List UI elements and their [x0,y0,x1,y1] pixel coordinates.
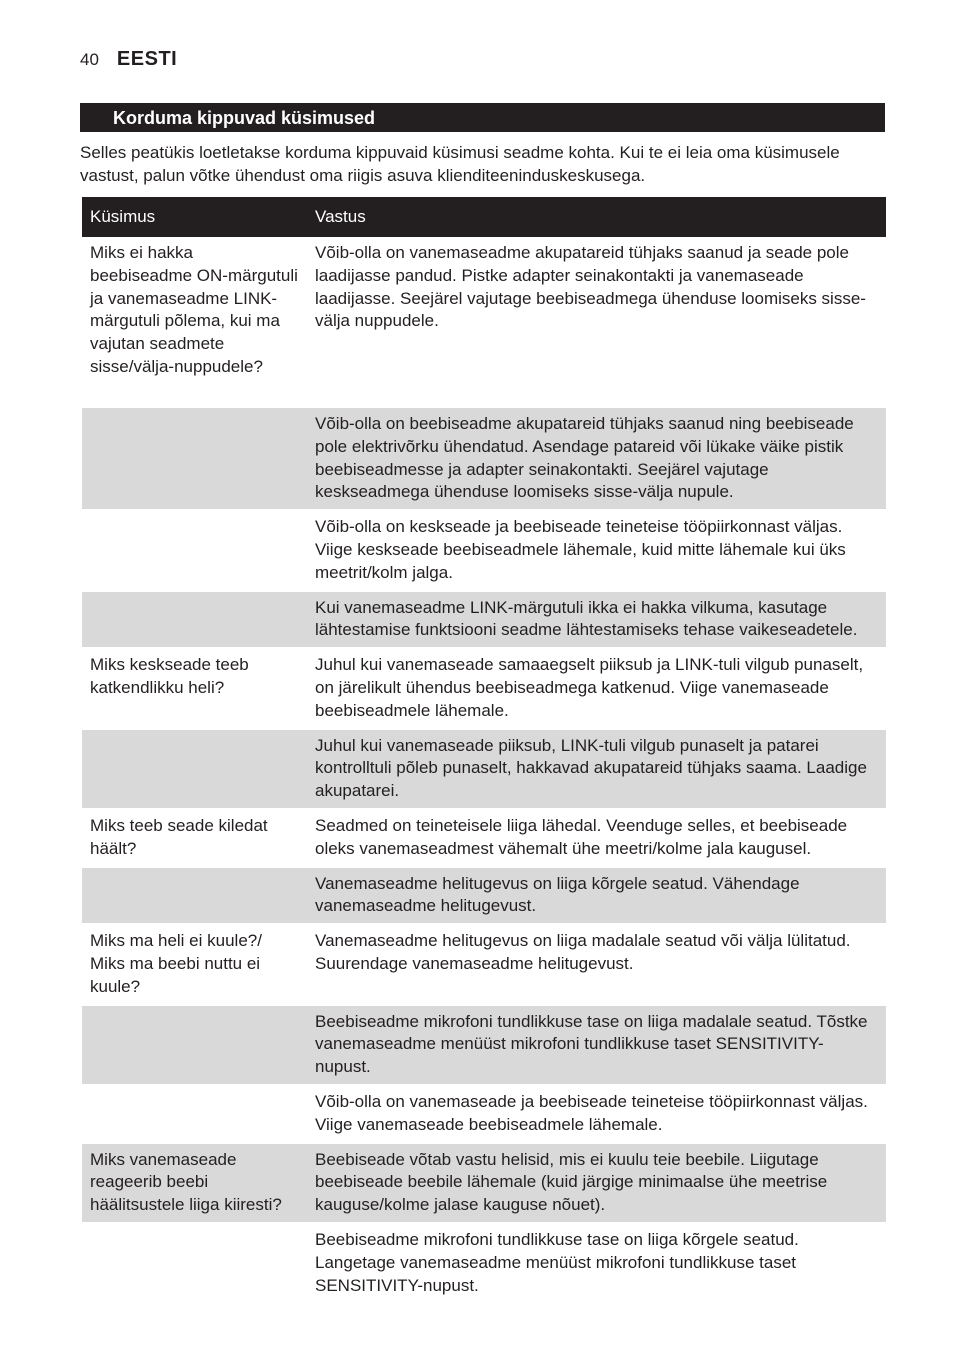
question-cell [82,867,307,925]
question-cell [82,729,307,809]
answer-cell: Vanemaseadme helitugevus on liiga kõrgele seatud. Vähendage vanemaseadme helitugevust. [307,867,886,925]
answer-cell: Juhul kui vanemaseade piiksub, LINK-tuli vilgub punaselt ja patarei kontrolltuli põleb punaselt, hakkavad akupatareid tühjaks saama. Laadige akupatarei. [307,729,886,809]
table-row [82,1143,886,1223]
question-cell [82,1005,307,1085]
answer-cell: Vanemaseadme helitugevus on liiga madalale seatud või välja lülitatud. Suurendage vanemaseadme helitugevust. [307,924,886,1004]
question-cell [82,407,307,510]
table-header-row [82,197,886,237]
language-label: EESTI [116,48,178,70]
question-cell: Miks teeb seade kiledat häält? [82,809,307,867]
column-header-question: Küsimus [82,197,307,237]
answer-cell: Beebiseadme mikrofoni tundlikkuse tase on liiga madalale seatud. Tõstke vanemaseadme menüüst mikrofoni tundlikkuse taset SENSITIVITY-nupust. [307,1005,886,1085]
answer-cell: Beebiseadme mikrofoni tundlikkuse tase on liiga kõrgele seatud. Langetage vanemaseadme menüüst mikrofoni tundlikkuse taset SENSITIVITY-nupust. [307,1223,886,1303]
question-cell: Miks vanemaseade reageerib beebi häälitsustele liiga kiiresti? [82,1143,307,1223]
table-row [82,648,886,728]
question-cell [82,1085,307,1143]
question-cell [82,1223,307,1303]
answer-cell: Võib-olla on beebiseadme akupatareid tühjaks saanud ning beebiseade pole elektrivõrku ühendatud. Asendage patareid või lükake väike pistik beebiseadmesse ja adapter seinakontakti. Seejärel vajutage keskseadmega ühenduse loomiseks sisse-välja nupule. [307,407,886,510]
answer-cell: Võib-olla on keskseade ja beebiseade teineteise tööpiirkonnast väljas. Viige keskseade beebiseadmele lähemale, kuid mitte lähemale kui üks meetrit/kolm jalga. [307,510,886,590]
table-row [82,809,886,867]
answer-cell: Seadmed on teineteisele liiga lähedal. Veenduge selles, et beebiseade oleks vanemaseadmest vähemalt ühe meetri/kolme jala kaugusel. [307,809,886,867]
table-row [82,1223,886,1303]
table-row [82,924,886,1004]
page-header [80,48,177,74]
question-cell: Miks ma heli ei kuule?/ Miks ma beebi nuttu ei kuule? [82,924,307,1004]
table-row [82,591,886,649]
answer-cell: Juhul kui vanemaseade samaaegselt piiksub ja LINK-tuli vilgub punaselt, on järelikult ühendus beebiseadmega katkenud. Viige vanemaseade beebiseadmele lähemale. [307,648,886,728]
table-row [82,407,886,510]
intro-paragraph: Selles peatükis loetletakse korduma kippuvaid küsimusi seadme kohta. Kui te ei leia oma küsimusele vastust, palun võtke ühendust oma riigis asuva klienditeeninduskeskusega. [80,143,840,185]
question-cell: Miks keskseade teeb katkendlikku heli? [82,648,307,728]
answer-cell: Võib-olla on vanemaseadme akupatareid tühjaks saanud ja seade pole laadijasse pandud. Pistke adapter seinakontakti ja vanemaseade laadijasse. Seejärel vajutage beebiseadmega ühenduse loomiseks sisse-välja nuppudele. [307,237,886,407]
answer-cell: Kui vanemaseadme LINK-märgutuli ikka ei hakka vilkuma, kasutage lähtestamise funktsiooni seadme lähtestamiseks tehase vaikeseadetele. [307,591,886,649]
table-row [82,510,886,590]
table-row [82,237,886,407]
column-header-answer: Vastus [307,197,886,237]
question-cell [82,510,307,590]
table-row [82,729,886,809]
answer-cell: Beebiseade võtab vastu helisid, mis ei kuulu teie beebile. Liigutage beebiseade beebile lähemale (kuid järgige minimaalse ühe meetrise kauguse/kolme jalase kauguse nõuet). [307,1143,886,1223]
page-number: 40 [80,50,99,69]
table-row [82,1005,886,1085]
answer-cell: Võib-olla on vanemaseade ja beebiseade teineteise tööpiirkonnast väljas. Viige vanemaseade beebiseadmele lähemale. [307,1085,886,1143]
section-title: Korduma kippuvad küsimused [80,103,885,132]
table-row [82,867,886,925]
question-cell [82,591,307,649]
table-row [82,1085,886,1143]
faq-table [82,197,886,1304]
question-cell: Miks ei hakka beebiseadme ON-märgutuli ja vanemaseadme LINK-märgutuli põlema, kui ma vajutan seadmete sisse/välja-nuppudele? [82,237,307,407]
